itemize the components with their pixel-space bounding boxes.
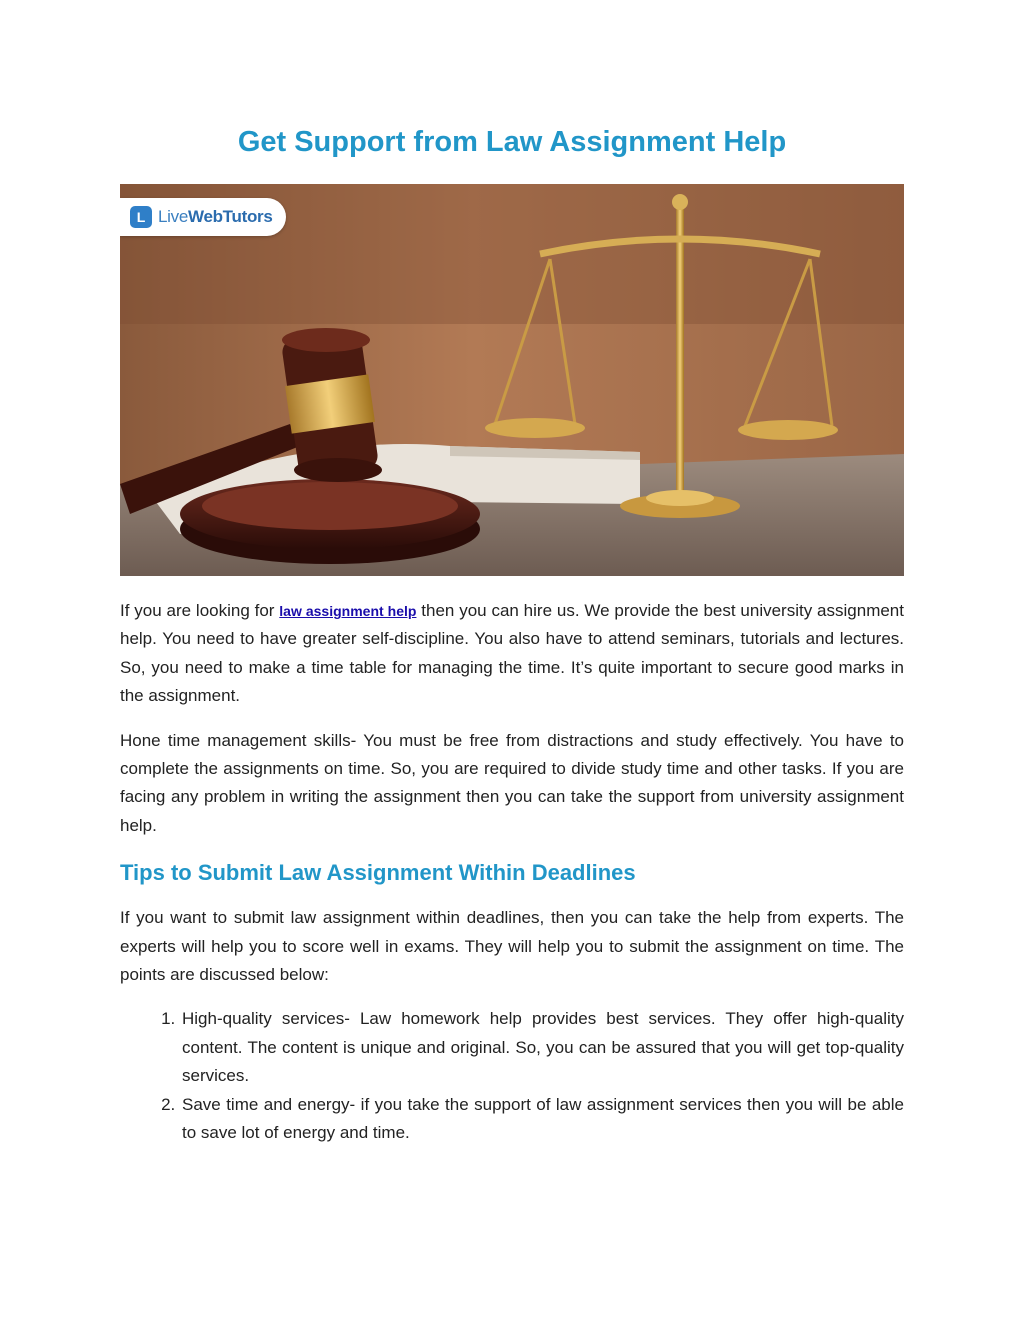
- page-title: Get Support from Law Assignment Help: [237, 126, 787, 158]
- tips-list: [120, 1005, 904, 1147]
- gavel-and-scales-image: [120, 184, 904, 576]
- list-item: 2. Save time and energy- if you take the support of law assignment services then you will be able to save lot of energy and time.: [180, 1091, 904, 1148]
- list-item: 1. High-quality services- Law homework help provides best services. They offer high-quality content. The content is unique and original. So, you can be assured that you will get top-quality services.: [180, 1005, 904, 1090]
- deadlines-paragraph: If you want to submit law assignment within deadlines, then you can take the help from experts. The experts will help you to score well in exams. They will help you to submit the assignment on time. The points are discussed below:: [120, 908, 904, 985]
- hero-image: [120, 184, 904, 576]
- intro-paragraph: If you are looking for law assignment help then you can hire us. We provide the best university assignment help. You need to have greater self-discipline. You also have to attend seminars, tutorials and lectures. So, you need to make a time table for managing the time. It’s quite important to secure good marks in the assignment.: [120, 601, 904, 706]
- time-management-paragraph: Hone time management skills- You must be free from distractions and study effectively. You have to complete the assignments on time. So, you are required to divide study time and other tasks. If you are facing any problem in writing the assignment then you can take the support from university assignment help.: [120, 730, 904, 835]
- logo-mark-icon: L: [130, 206, 152, 228]
- section-title: Tips to Submit Law Assignment Within Deadlines: [120, 860, 636, 886]
- livewebtutors-logo: [120, 198, 286, 236]
- article-body: [120, 597, 904, 1148]
- law-assignment-help-link[interactable]: law assignment help: [279, 603, 417, 619]
- logo-text: LiveWebTutors: [158, 207, 273, 226]
